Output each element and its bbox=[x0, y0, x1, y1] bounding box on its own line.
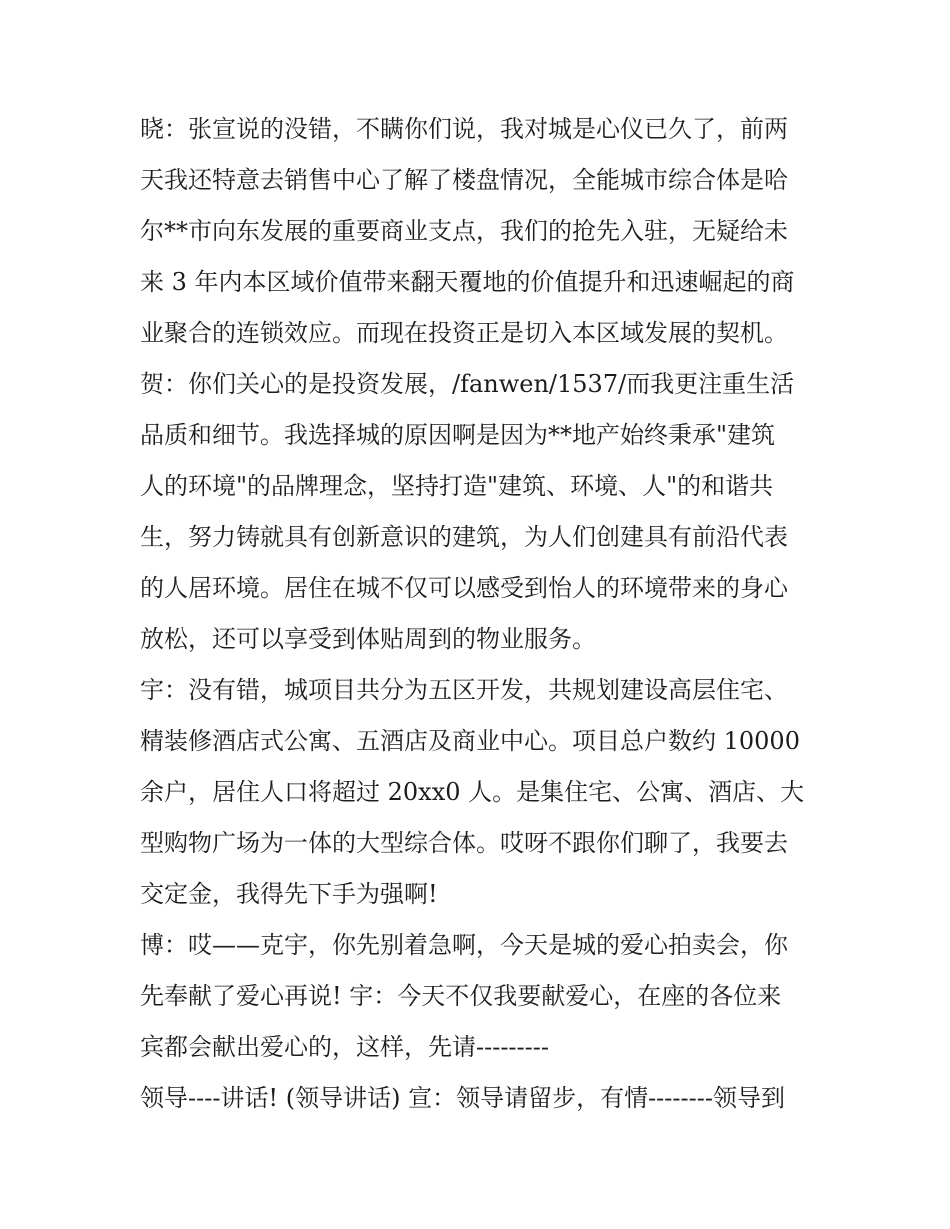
text-line: 贺：你们关心的是投资发展，/fanwen/1537/而我更注重生活 bbox=[140, 370, 795, 398]
text-line: 来 3 年内本区域价值带来翻天覆地的价值提升和迅速崛起的商 bbox=[140, 268, 795, 296]
text-line: 的人居环境。居住在城不仅可以感受到怡人的环境带来的身心 bbox=[140, 574, 788, 602]
text-line: 博：哎——克宇，你先别着急啊，今天是城的爱心拍卖会，你 bbox=[140, 931, 788, 959]
text-line: 领导----讲话! (领导讲话) 宣：领导请留步，有情--------领导到 bbox=[140, 1084, 785, 1112]
text-line: 余户，居住人口将超过 20xx0 人。是集住宅、公寓、酒店、大 bbox=[140, 778, 805, 806]
text-line: 型购物广场为一体的大型综合体。哎呀不跟你们聊了，我要去 bbox=[140, 829, 788, 857]
text-line: 交定金，我得先下手为强啊! bbox=[140, 880, 438, 908]
text-line: 宾都会献出爱心的，这样，先请--------- bbox=[140, 1033, 549, 1061]
paragraph-yu bbox=[140, 665, 830, 920]
text-line: 放松，还可以享受到体贴周到的物业服务。 bbox=[140, 625, 596, 653]
text-line: 精装修酒店式公寓、五酒店及商业中心。项目总户数约 10000 bbox=[140, 727, 800, 755]
text-line: 天我还特意去销售中心了解了楼盘情况，全能城市综合体是哈 bbox=[140, 166, 788, 194]
text-line: 生，努力铸就具有创新意识的建筑，为人们创建具有前沿代表 bbox=[140, 523, 788, 551]
text-line: 人的环境"的品牌理念，坚持打造"建筑、环境、人"的和谐共 bbox=[140, 472, 774, 500]
text-line: 晓：张宣说的没错，不瞒你们说，我对城是心仪已久了，前两 bbox=[140, 115, 788, 143]
text-line: 先奉献了爱心再说! 宇：今天不仅我要献爱心，在座的各位来 bbox=[140, 982, 782, 1010]
paragraph-leader bbox=[140, 1073, 830, 1124]
paragraph-bo bbox=[140, 920, 830, 1073]
document-body bbox=[140, 104, 830, 1124]
text-line: 尔**市向东发展的重要商业支点，我们的抢先入驻，无疑给未 bbox=[140, 217, 788, 245]
paragraph-xiao bbox=[140, 104, 830, 359]
text-line: 品质和细节。我选择城的原因啊是因为**地产始终秉承"建筑 bbox=[140, 421, 776, 449]
text-line: 宇：没有错，城项目共分为五区开发，共规划建设高层住宅、 bbox=[140, 676, 788, 704]
text-line: 业聚合的连锁效应。而现在投资正是切入本区域发展的契机。 bbox=[140, 319, 788, 347]
paragraph-he bbox=[140, 359, 830, 665]
